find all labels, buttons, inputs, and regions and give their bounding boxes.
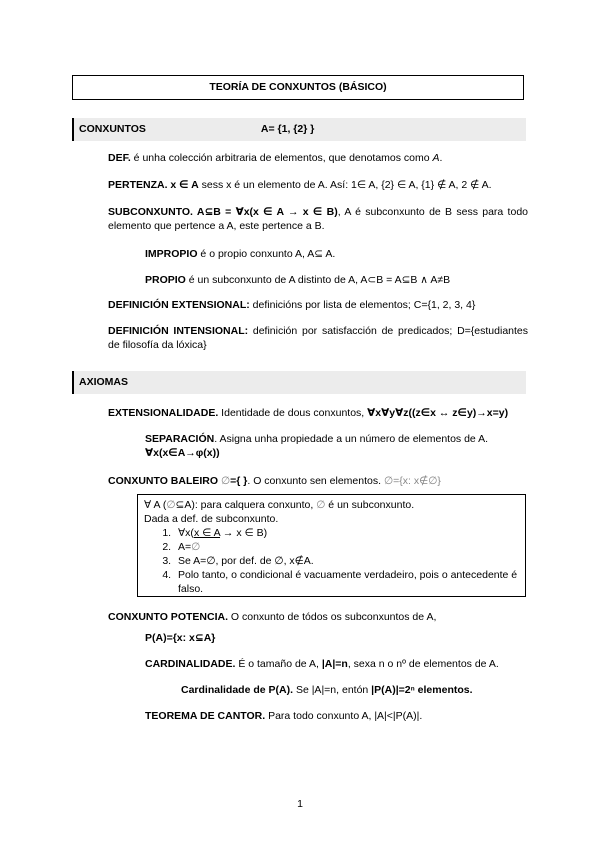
axiom-formula: ∀x(x∈A→φ(x)) — [145, 447, 220, 460]
term-label: CONXUNTO BALEIRO — [108, 475, 219, 487]
example-set-formula: A= {1, {2} } — [260, 123, 315, 136]
paragraph-text: Identidade de dous conxuntos, — [218, 407, 368, 419]
section-heading: AXIOMAS — [79, 376, 129, 389]
page-number: 1 — [297, 798, 303, 810]
paragraph-text: sess x é un elemento de A. Así: 1∈ A, {2} ∈ A, {1} ∉ A, 2 ∉ A. — [198, 179, 492, 191]
paragraph-text: Para todo conxunto A, |A|<|P(A)|. — [265, 710, 423, 722]
page-title: TEORÍA DE CONXUNTOS (BÁSICO) — [72, 75, 524, 100]
cardinalidade-paragraph — [145, 657, 528, 671]
paragraph-text: Se |A|=n, entón — [293, 684, 372, 696]
section-heading: CONXUNTOS — [79, 123, 146, 136]
cantor-paragraph — [145, 709, 528, 723]
extensional-paragraph — [108, 298, 528, 312]
proof-line-1 — [144, 499, 519, 513]
cardinalidade-potencia-paragraph — [181, 683, 528, 697]
subconxunto-paragraph — [108, 205, 528, 233]
term-label: SEPARACIÓN — [145, 433, 215, 445]
paragraph-text: definicións por lista de elementos; C={1, 2, 3, 4} — [249, 299, 476, 311]
term-label: PROPIO — [145, 274, 186, 286]
proof-step: 3. Se A=∅, por def. de ∅, x∉A. — [174, 555, 519, 569]
paragraph-text: . Asigna unha propiedade a un número de elementos de A. — [214, 433, 489, 445]
term-label: CARDINALIDADE. — [145, 658, 236, 670]
proof-line-2: Dada a def. de subconxunto. — [144, 512, 279, 525]
term-label: TEOREMA DE CANTOR. — [145, 710, 266, 722]
empty-set-symbol: ∅ — [166, 499, 176, 511]
variable-name: A — [432, 152, 440, 164]
term-label: PERTENZA. x ∈ A — [108, 179, 199, 191]
text-fragment: é un subconxunto. — [325, 499, 415, 511]
separacion-paragraph — [145, 432, 528, 460]
text-fragment: ∀ A ( — [144, 499, 167, 511]
proof-step: 2. A=∅ — [174, 541, 519, 555]
paragraph-text: é un subconxunto de A distinto de A, A⊂B = A⊆B ∧ A≠B — [185, 274, 451, 286]
paragraph-text: , A é subconxunto de B sess para todo elemento que pertence a A, este pertence a B. — [108, 206, 528, 233]
paragraph-text: , sexa n o nº de elementos de A. — [347, 658, 499, 670]
empty-set-symbol: ∅ — [220, 475, 231, 487]
term-label: IMPROPIO — [145, 248, 198, 260]
paragraph-text: é unha colección arbitraria de elementos, que denotamos como — [130, 152, 433, 164]
proof-steps-list — [144, 527, 519, 597]
empty-set-braces: ={ } — [230, 475, 248, 487]
extensionalidade-paragraph — [108, 406, 528, 420]
term-label: DEFINICIÓN EXTENSIONAL: — [108, 299, 250, 311]
definition-paragraph — [108, 151, 528, 165]
term-label: EXTENSIONALIDADE. — [108, 407, 219, 419]
paragraph-text: . O conxunto sen elementos. — [247, 475, 384, 487]
section-header-conxuntos — [72, 118, 526, 141]
term-label: DEF. — [108, 152, 131, 164]
paragraph-text: é o propio conxunto A, A⊆ A. — [197, 248, 336, 260]
paragraph-end: . — [439, 152, 443, 164]
empty-set-definition: ∅={x: x∉∅} — [383, 475, 441, 487]
pertenza-paragraph — [108, 178, 528, 192]
proof-step: 1. ∀x(x ∈ A → x ∈ B) — [174, 527, 519, 541]
term-label: SUBCONXUNTO. A⊆B = ∀x(x ∈ A → x ∈ B) — [108, 206, 338, 218]
term-label: CONXUNTO POTENCIA. — [108, 611, 228, 623]
potencia-formula — [145, 631, 528, 645]
impropio-paragraph — [145, 247, 528, 261]
empty-set-proof-box — [137, 494, 526, 597]
baleiro-paragraph — [108, 474, 528, 488]
intensional-paragraph — [108, 324, 528, 352]
cardinal-formula: |A|=n — [321, 658, 348, 670]
paragraph-text: É o tamaño de A, — [235, 658, 322, 670]
paragraph-text: O conxunto de tódos os subconxuntos de A, — [227, 611, 437, 623]
proof-step: 4. Polo tanto, o condicional é vacuamente verdadeiro, pois o antecedente é falso. — [174, 569, 519, 597]
term-label: DEFINICIÓN INTENSIONAL: — [108, 325, 249, 337]
text-fragment: ⊆A): para calquera conxunto, — [175, 499, 317, 511]
propio-paragraph — [145, 273, 528, 287]
empty-set-symbol: ∅ — [316, 499, 326, 511]
axiom-formula: ∀x∀y∀z((z∈x ↔ z∈y)→x=y) — [367, 407, 509, 419]
paragraph-text: definición por satisfacción de predicados; D={estudiantes de filosofía da lóxica} — [108, 325, 529, 352]
cardinal-formula: |P(A)|=2ⁿ elementos. — [371, 684, 473, 696]
potencia-paragraph — [108, 610, 528, 624]
section-header-axiomas — [72, 371, 526, 394]
term-label: Cardinalidade de P(A). — [181, 684, 294, 696]
set-formula: P(A)={x: x⊆A} — [145, 632, 216, 644]
